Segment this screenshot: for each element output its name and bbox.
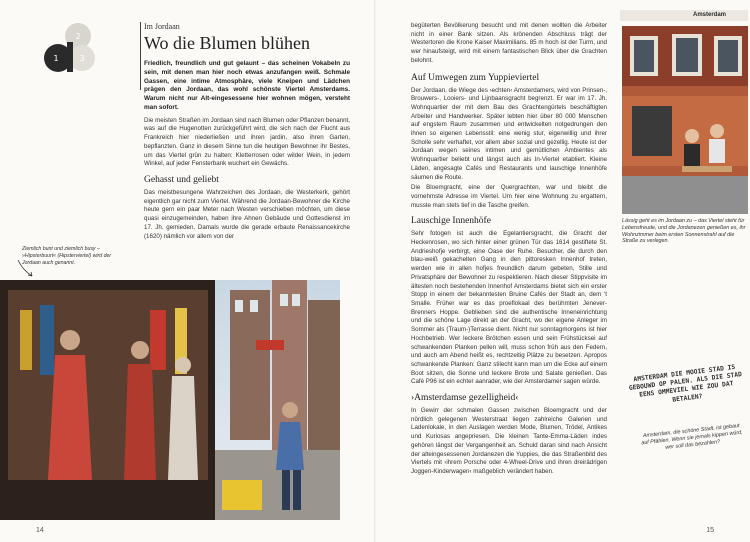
- body-paragraph: Der Jordaan, die Wiege des ›echten‹ Amsterdamers, wird von Prinsen-, Brouwers-, Looiers- und Lijnbaansgracht begrenzt. Er war im 17. Jh. Wohnquartier der mit dem Bau des Grachtengürtels beschäftigten Arbeiter und Handwerker. Später lebten hier über 80 000 Menschen auf engstem Raum zusammen und entwickelten notgedrungen den ihnen so eigenen Lebensstil: eine wenig stur, eigenwillig und ihrer Scholle sehr verhaftet, vor allem aber sozial und gezellig. Heute ist der Jordaan wegen seines intimen und gemütlichen Ambientes als Wohnquartier beliebt und längst auch als In-Viertel etabliert. Kleine Läden, angesagte Cafés und Restaurants und lauschige Innenhöfe säumen die Route.: [411, 86, 607, 181]
- photo-caption: Lässig geht es im Jordaan zu – das Viertel steht für Lebensfreude, und die Jordanezen genießen es, ihr Wohnzimmer beim ersten Sonnenstrahl auf die Straße zu verlegen.: [622, 218, 746, 245]
- quote-translation: Amsterdam, die schöne Stadt, ist gebaut auf Pfählen. Wenn sie jemals kippen würd, wer soll das bezahlen?: [641, 422, 743, 451]
- vertical-rule: [140, 22, 141, 90]
- right-article: [411, 22, 607, 477]
- body-paragraph: Sehr fotogen ist auch die Egelantiersgracht, die Gracht der Heckenrosen, wo sich hinter einer grünen Tür das 1614 gestiftete St. Andrieshofje verbirgt, eine Oase der Ruhe. Besucher, die durch den blau-weiß gekachelten Gang in den pittoresken Innenhof treten, werden wie in allen hofjes freundlich darum gebeten, Stille und Privatsphäre der Bewohner zu respektieren. Nach dieser Stippvisite im ältesten noch bestehenden Innenhof Amsterdams bietet sich ein erster Stopp in einem der bekanntesten Bruine Cafés der Stadt an, dem 't Smalle. Früher war es das proeflokaal des berühmten Jenever-Brenners Hoppe. Geblieben sind die authentische Inneneinrichtung und die schöne Lage direkt an der Gracht, wo der eigene Anleger im Sommer als (Traum-)Terrasse dient. Nicht nur sonntagmorgens ist hier Hochbetrieb. Wer leckere Brötchen essen und sein Frühstücksei auf schwankenden Planken pellen will, muss schon früh aus den Federn, und auch am Abend heißt es, rechtzeitig Plätze zu besetzen. Apropos schwankende Planken: Ganz stilecht kann man um die Ecke auf einem Boot sitzen, die Sonne und leckere Brote und Salate genießen. Das Café P96 ist ein echter aanrader, wie der Amsterdamer sagen würde.: [411, 230, 607, 386]
- body-paragraph: Die Bloemgracht, eine der Quergrachten, war und bleibt die vornehmste Adresse im Viertel. Um hier eine Wohnung zu ergattern, musste man stets tief in die Tasche greifen.: [411, 184, 607, 209]
- section-heading: Auf Umwegen zum Yuppieviertel: [411, 72, 540, 83]
- cafe-photo: [622, 26, 748, 214]
- section-heading: Lauschige Innenhöfe: [411, 216, 491, 227]
- lead-paragraph: Friedlich, freundlich und gut gelaunt – das scheinen Vokabeln zu sein, mit denen man hier noch etwas anzufangen weiß. Schmale Gassen, eine intime Atmosphäre, viele Kneipen und Lädchen prägen den Jordaan, das wohl schönste Viertel Amsterdams. Warum nicht nur Alt-eingesessene hier wohnen mögen, versteht man sofort.: [144, 60, 350, 111]
- section-heading: Gehasst und geliebt: [144, 175, 219, 185]
- running-head-bar: [620, 10, 748, 21]
- page-number: 15: [706, 527, 714, 534]
- street-shop-photo: [0, 280, 340, 520]
- page-number: 14: [36, 527, 44, 534]
- svg-text:3: 3: [79, 54, 85, 63]
- section-heading: ›Amsterdamse gezelligheid‹: [411, 393, 519, 404]
- arrow-icon: [16, 258, 46, 278]
- body-paragraph: begüterten Bevölkerung besucht und mit denen wollten die Arbeiter nicht in einer Bank sitzen. Als krönenden Abschluss trägt der Westertoren die Krone Kaiser Maximilians. 85 m hoch ist der Turm, und wer hinaufsteigt, wird mit einem fantastischen Blick über die Grachten belohnt.: [411, 22, 607, 64]
- handwritten-quote: AMSTERDAM DIE MOOIE STAD IS GEBOUWD OP PALEN. ALS DIE STAD EENS OMMEVIEL WIE ZOU DAT BETALEN?: [628, 363, 743, 404]
- left-article: [144, 22, 350, 241]
- gutter: [374, 0, 376, 542]
- running-head: Amsterdam: [692, 12, 726, 18]
- body-paragraph: Die meisten Straßen im Jordaan sind nach Blumen oder Pflanzen benannt, was auf die Hugenotten zurückgeführt wird, die sich nach der Flucht aus Frankreich hier niederließen und ihren jardin, also ihren Garten, bepflanzten. Ganz in diesem Sinne tun die heutigen Bewohner ihr Bestes, um das Viertel grün zu halten: Kletterrosen oder wilder Wein, in jedem Winkel, auf jeder Fensterbank wuchert ein Gewächs.: [144, 116, 350, 168]
- svg-text:2: 2: [75, 32, 81, 41]
- handwritten-note: Ziemlich bunt und ziemlich busy – »Hipsterbuurt« (Hipsterviertel) wird der Jordaan auch genannt.: [22, 246, 114, 266]
- svg-text:1: 1: [53, 54, 59, 63]
- body-paragraph: Das meistbesungene Wahrzeichen des Jordaan, die Westerkerk, gehört eigentlich gar nicht zum Viertel. Während die Jordaan-Bewohner die Kirche heute gern ein paar Meter nach Westen verschieben möchten, um diese quasi einzugemeinden, haben ihre Ahnen Gebäude und Gottesdienst im 17. Jh. gemieden. Damals wurde die gerade erbaute Renaissancekirche (1620) nämlich vor allem von der: [144, 189, 350, 240]
- page-title: Wo die Blumen blühen: [144, 33, 311, 53]
- club-icon: [32, 20, 104, 82]
- kicker: Im Jordaan: [144, 22, 180, 31]
- body-paragraph: In Gewirr der schmalen Gassen zwischen Bloemgracht und der nördlich gelegenen Westerstraat liegen zahlreiche Galerien und Ladenlokale, in den Auslagen werden Mode, Blumen, Trödel, Antikes und Kuriosas angepriesen. Die kleinen Tante-Emma-Läden indes gehören längst der Vergangenheit an. Schuld daran sind nach Ansicht der alteingesessenen Jordanezen die Yuppies, die das Straßenbild des Viertels mit ›ihrem Porsche oder 4-Wheel-Drive und ihren dreirädrigen Joggen-Kinderwagen‹ maßgeblich verändert haben.: [411, 407, 607, 475]
